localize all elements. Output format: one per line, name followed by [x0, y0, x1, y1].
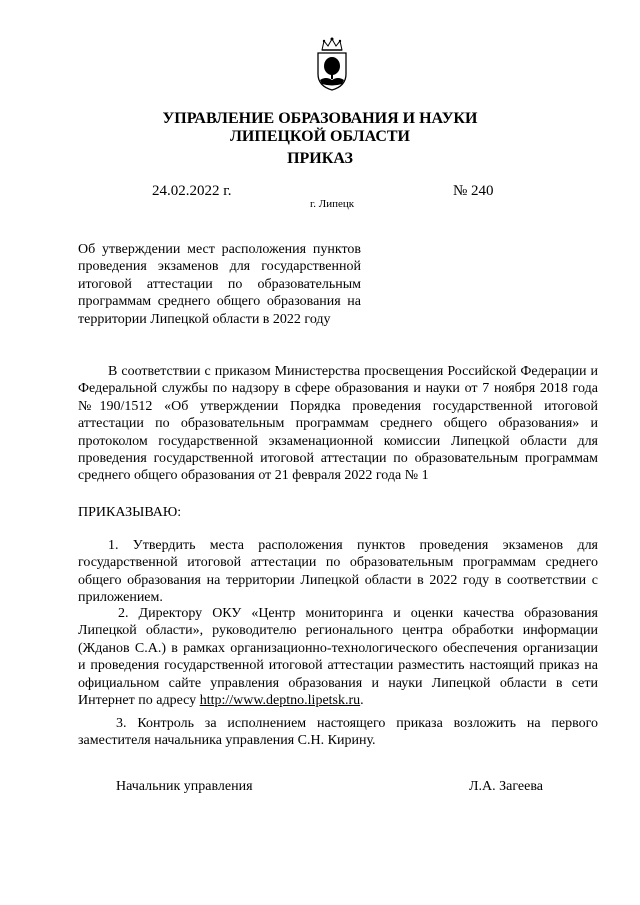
document-type: ПРИКАЗ	[287, 150, 353, 167]
document-date: 24.02.2022 г.	[152, 183, 232, 199]
order-item-1: 1. Утвердить места расположения пунктов проведения экзаменов для государственной итоговой аттестации по образовательным программам среднего общего образования на территории Липецкой области в 2022 году в соответствии с приложением.	[78, 538, 598, 606]
order-item-3: 3. Контроль за исполнением настоящего приказа возложить на первого заместителя начальника управления С.Н. Кирину.	[78, 716, 598, 749]
signatory-name: Л.А. Загеева	[469, 779, 543, 794]
org-name-line1: УПРАВЛЕНИЕ ОБРАЗОВАНИЯ И НАУКИ	[162, 110, 478, 127]
order-item-2-end: .	[360, 693, 364, 709]
signatory-title: Начальник управления	[116, 779, 253, 794]
preamble-paragraph: В соответствии с приказом Министерства просвещения Российской Федерации и Федеральной службы по надзору в сфере образования и науки от 7 ноября 2018 года №190/1512 «Об утверждении Порядка проведения государственной итоговой аттестации по образовательным программам среднего общего образования» и протоколом государственной экзаменационной комиссии Липецкой области для проведения государственной итоговой аттестации по образовательным программам среднего общего образования от 21 февраля 2022 года № 1	[78, 364, 598, 484]
order-word: ПРИКАЗЫВАЮ:	[78, 505, 182, 520]
org-name-line2: ЛИПЕЦКОЙ ОБЛАСТИ	[230, 128, 410, 145]
website-link[interactable]: http://www.deptno.lipetsk.ru	[199, 693, 361, 709]
document-subject: Об утверждении мест расположения пунктов проведения экзаменов для государственной итоговой аттестации по образовательным программам среднего общего образования на территории Липецкой области в 2022 году	[78, 242, 361, 327]
order-item-2-text: 2. Директору ОКУ «Центр мониторинга и оценки качества образования Липецкой области», руководителю регионального центра обработки информации (Жданов С.А.) в рамках организационно-технологического обеспечения организации и проведения государственной итоговой аттестации разместить настоящий приказ на официальном сайте управления образования и науки Липецкой области в сети Интернет по адресу	[78, 606, 598, 709]
order-item-2	[78, 605, 598, 709]
document-city: г. Липецк	[310, 198, 355, 210]
coat-of-arms-icon	[312, 36, 352, 92]
document-number: № 240	[453, 183, 494, 199]
